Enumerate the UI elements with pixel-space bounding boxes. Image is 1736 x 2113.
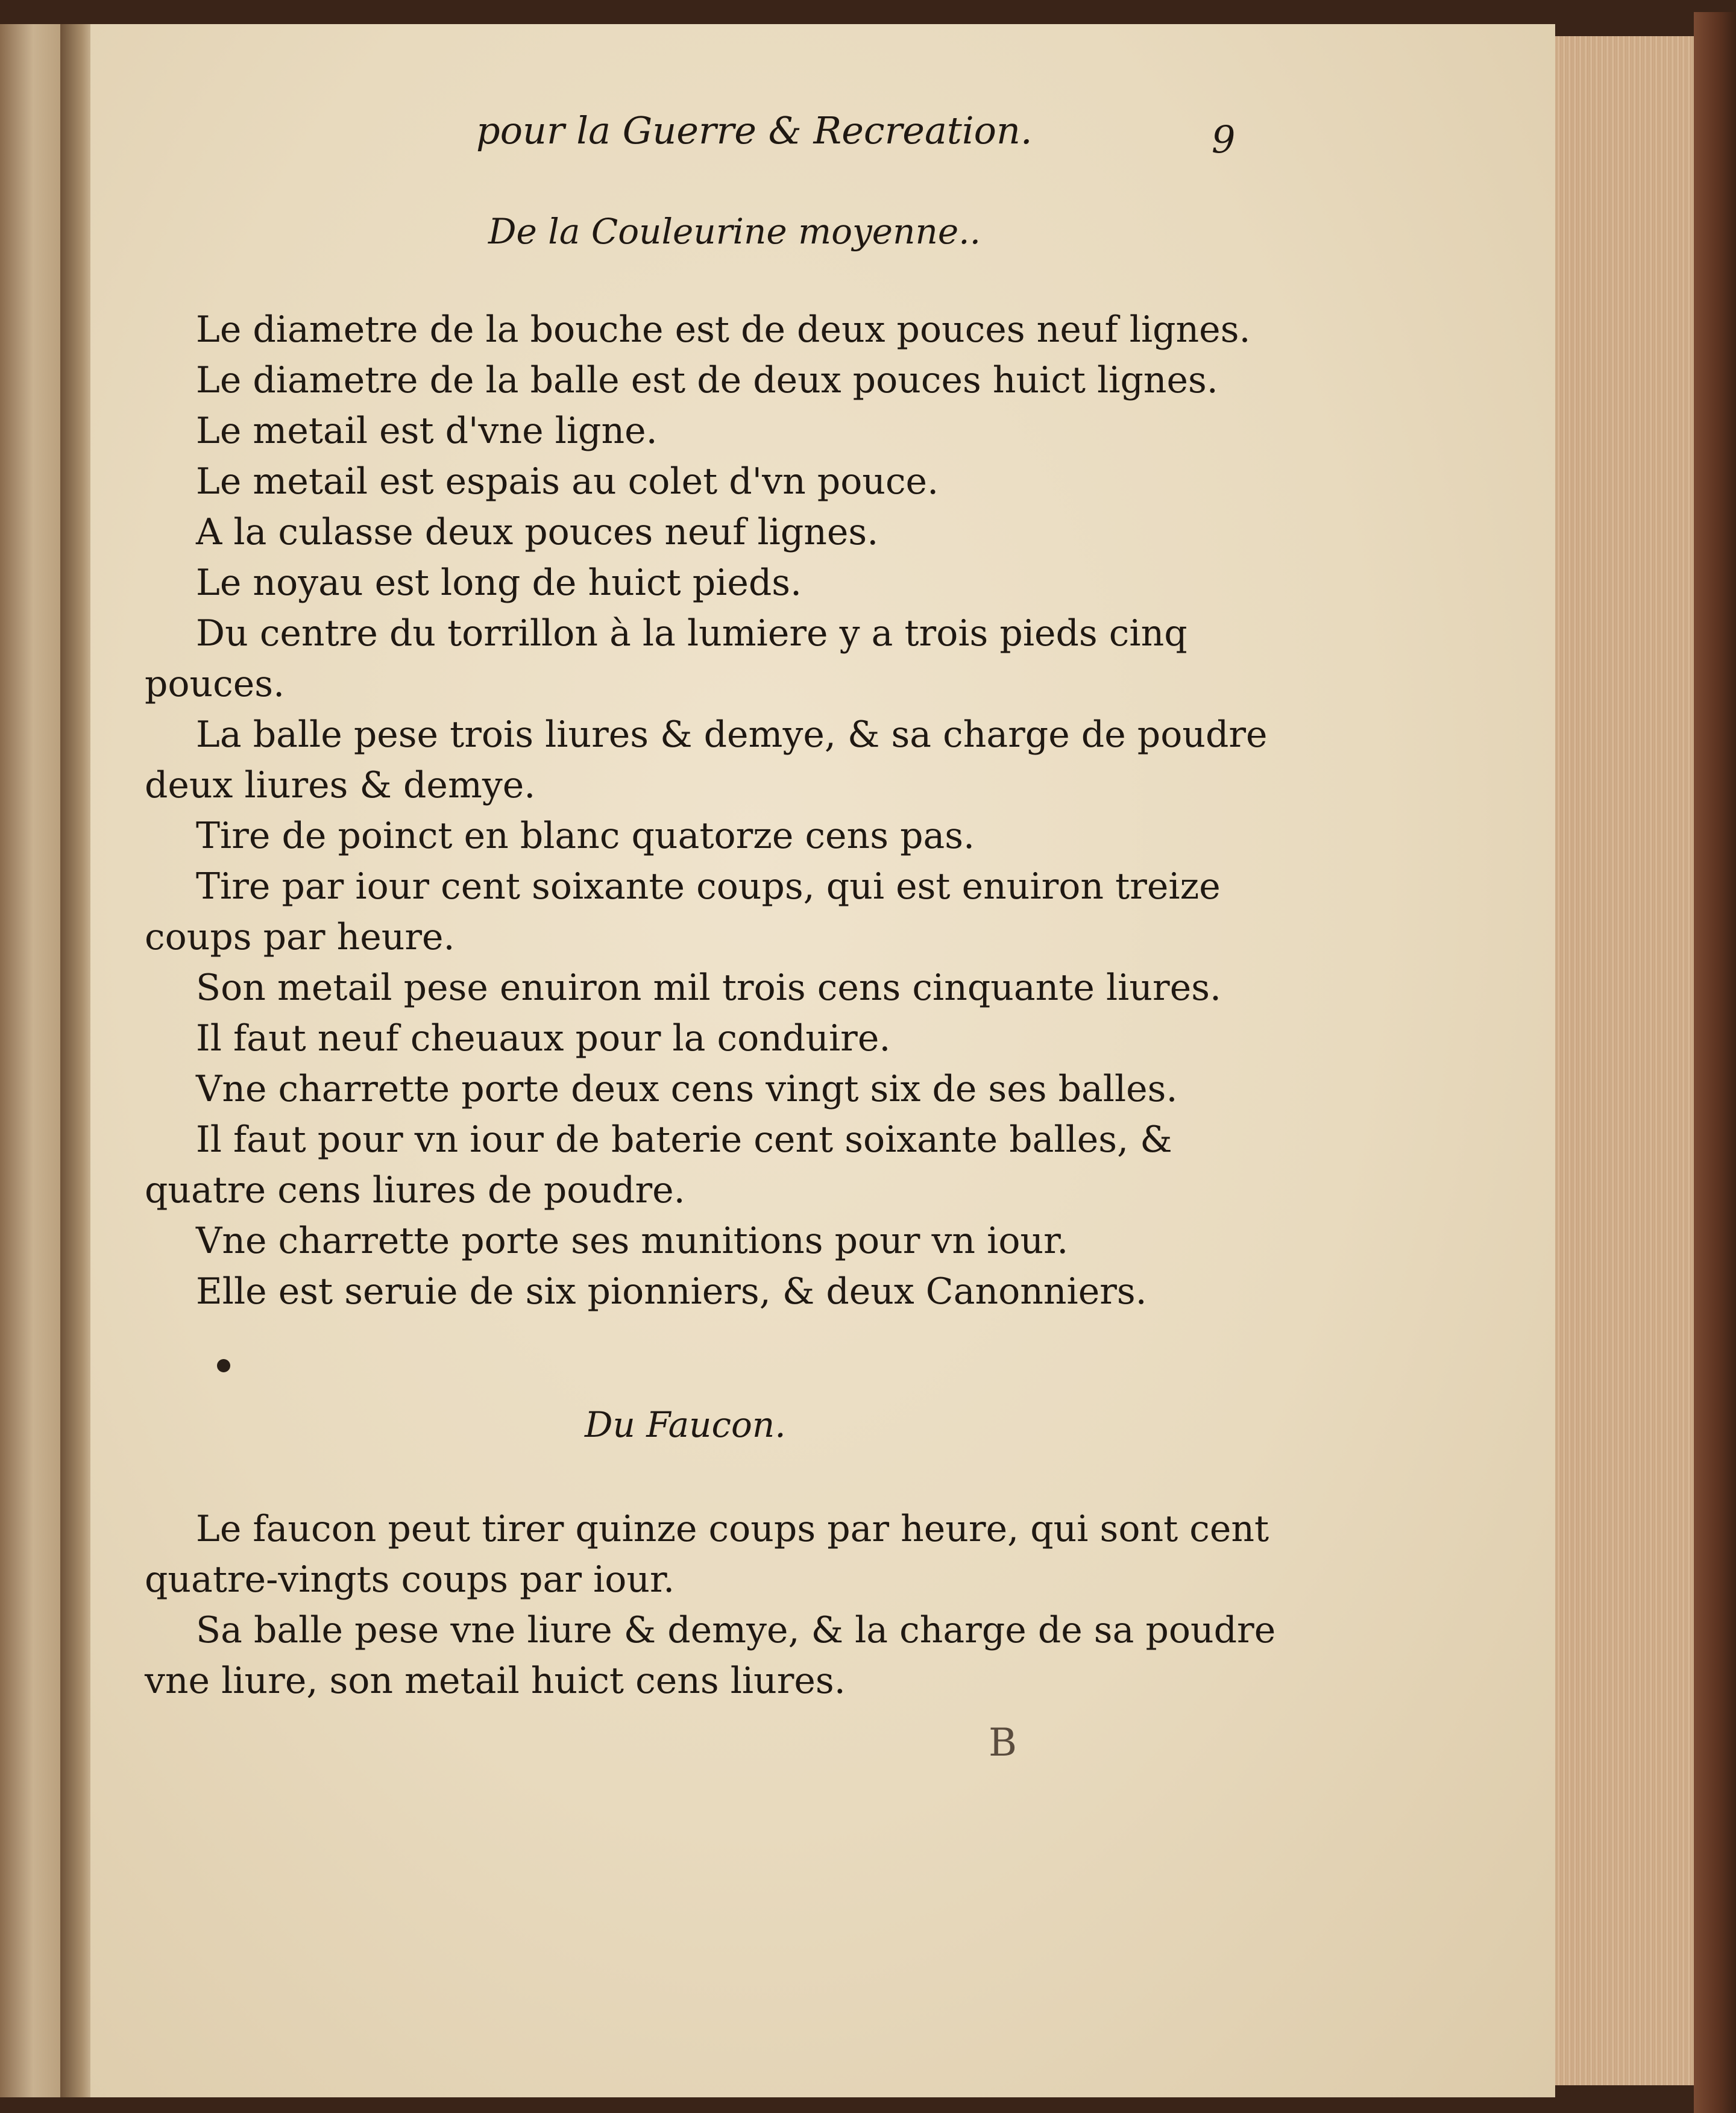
text-line: Tire par iour cent soixante coups, qui est enuiron treize — [196, 865, 1221, 908]
section-body-faucon — [145, 1504, 1276, 1706]
facing-page-edge — [0, 24, 66, 2097]
text-line: Le noyau est long de huict pieds. — [196, 562, 802, 604]
section-title-faucon: Du Faucon. — [585, 1404, 786, 1445]
text-line: Le faucon peut tirer quinze coups par heure, qui sont cent — [196, 1508, 1269, 1550]
text-line: Le metail est espais au colet d'vn pouce. — [196, 460, 939, 503]
text-line: La balle pese trois liures & demye, & sa charge de poudre — [196, 714, 1268, 756]
text-line: Le diametre de la balle est de deux pouces huict lignes. — [196, 359, 1218, 401]
text-line: quatre cens liures de poudre. — [145, 1169, 685, 1211]
text-line: Il faut pour vn iour de baterie cent soixante balles, & — [196, 1119, 1172, 1161]
running-title: pour la Guerre & Recreation. — [476, 108, 1033, 152]
page-block-edge — [1555, 36, 1694, 2085]
section-title-couleurine: De la Couleurine moyenne.. — [488, 211, 981, 252]
text-line: Son metail pese enuiron mil trois cens cinquante liures. — [196, 967, 1222, 1009]
page-number: 9 — [1212, 118, 1236, 162]
section-body-couleurine — [145, 304, 1268, 1317]
binding-edge — [1694, 12, 1736, 2113]
text-line: pouces. — [145, 663, 285, 705]
text-line: vne liure, son metail huict cens liures. — [145, 1660, 846, 1702]
text-line: Le diametre de la bouche est de deux pouces neuf lignes. — [196, 309, 1251, 351]
signature-mark: B — [989, 1721, 1017, 1765]
text-line: A la culasse deux pouces neuf lignes. — [196, 511, 879, 553]
text-line: Vne charrette porte deux cens vingt six de ses balles. — [196, 1068, 1178, 1110]
text-line: Vne charrette porte ses munitions pour vn iour. — [196, 1220, 1069, 1262]
text-line: Sa balle pese vne liure & demye, & la charge de sa poudre — [196, 1609, 1276, 1651]
text-line: Du centre du torrillon à la lumiere y a trois pieds cinq — [196, 612, 1187, 655]
text-line: Tire de poinct en blanc quatorze cens pas. — [196, 815, 975, 857]
ink-blot — [217, 1359, 230, 1372]
text-line: deux liures & demye. — [145, 764, 536, 806]
text-line: quatre-vingts coups par iour. — [145, 1559, 675, 1601]
text-line: Elle est seruie de six pionniers, & deux Canonniers. — [196, 1270, 1147, 1313]
text-line: coups par heure. — [145, 916, 455, 958]
text-line: Il faut neuf cheuaux pour la conduire. — [196, 1017, 891, 1060]
text-line: Le metail est d'vne ligne. — [196, 410, 658, 452]
